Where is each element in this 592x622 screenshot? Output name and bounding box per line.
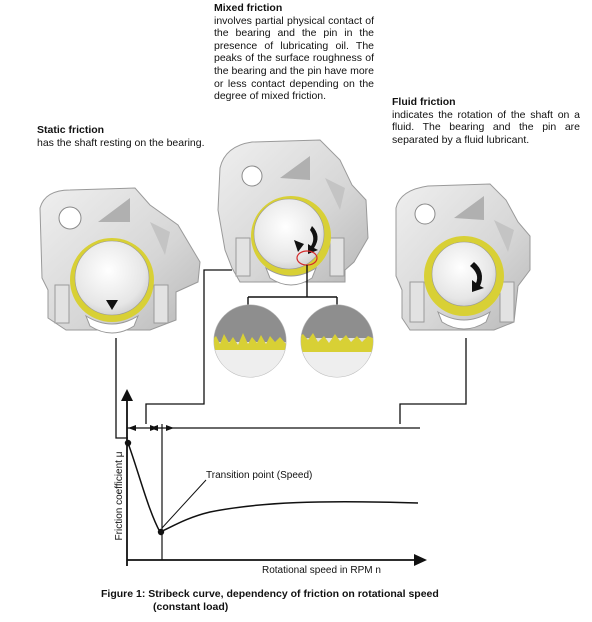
y-axis-label: Friction coefficient μ [114,451,125,541]
fluid-friction-bearing-illustration [396,184,530,330]
transition-point-label: Transition point (Speed) [206,470,313,481]
mixed-friction-text: involves partial physical contact of the bearing and the pin in the presence of lubricating oil. The peaks of the surface roughness of the bearing and the pin have more or less contact depending on the degree of mixed friction. [214,14,374,103]
surface-roughness-zoom-left [210,300,290,380]
mixed-friction-bearing-illustration [218,140,368,285]
static-friction-text: has the shaft resting on the bearing. [37,136,205,149]
x-axis-label: Rotational speed in RPM n [262,565,381,576]
figure-caption [101,588,501,613]
fluid-friction-text: indicates the rotation of the shaft on a fluid. The bearing and the pin are separated by a fluid lubricant. [392,108,580,146]
static-friction-point [125,440,131,446]
y-axis-arrow-icon [121,389,133,401]
stribeck-curve [128,443,418,532]
transition-point [158,529,164,535]
x-axis-arrow-icon [414,554,427,566]
static-friction-bearing-illustration [40,188,200,333]
figure-caption-line1: Figure 1: Stribeck curve, dependency of friction on rotational speed [101,588,439,600]
static-friction-title: Static friction [37,124,105,136]
mixed-friction-title: Mixed friction [214,2,283,14]
fluid-friction-title: Fluid friction [392,96,456,108]
figure-caption-line2: (constant load) [153,600,229,613]
surface-roughness-zoom-right [297,300,377,382]
